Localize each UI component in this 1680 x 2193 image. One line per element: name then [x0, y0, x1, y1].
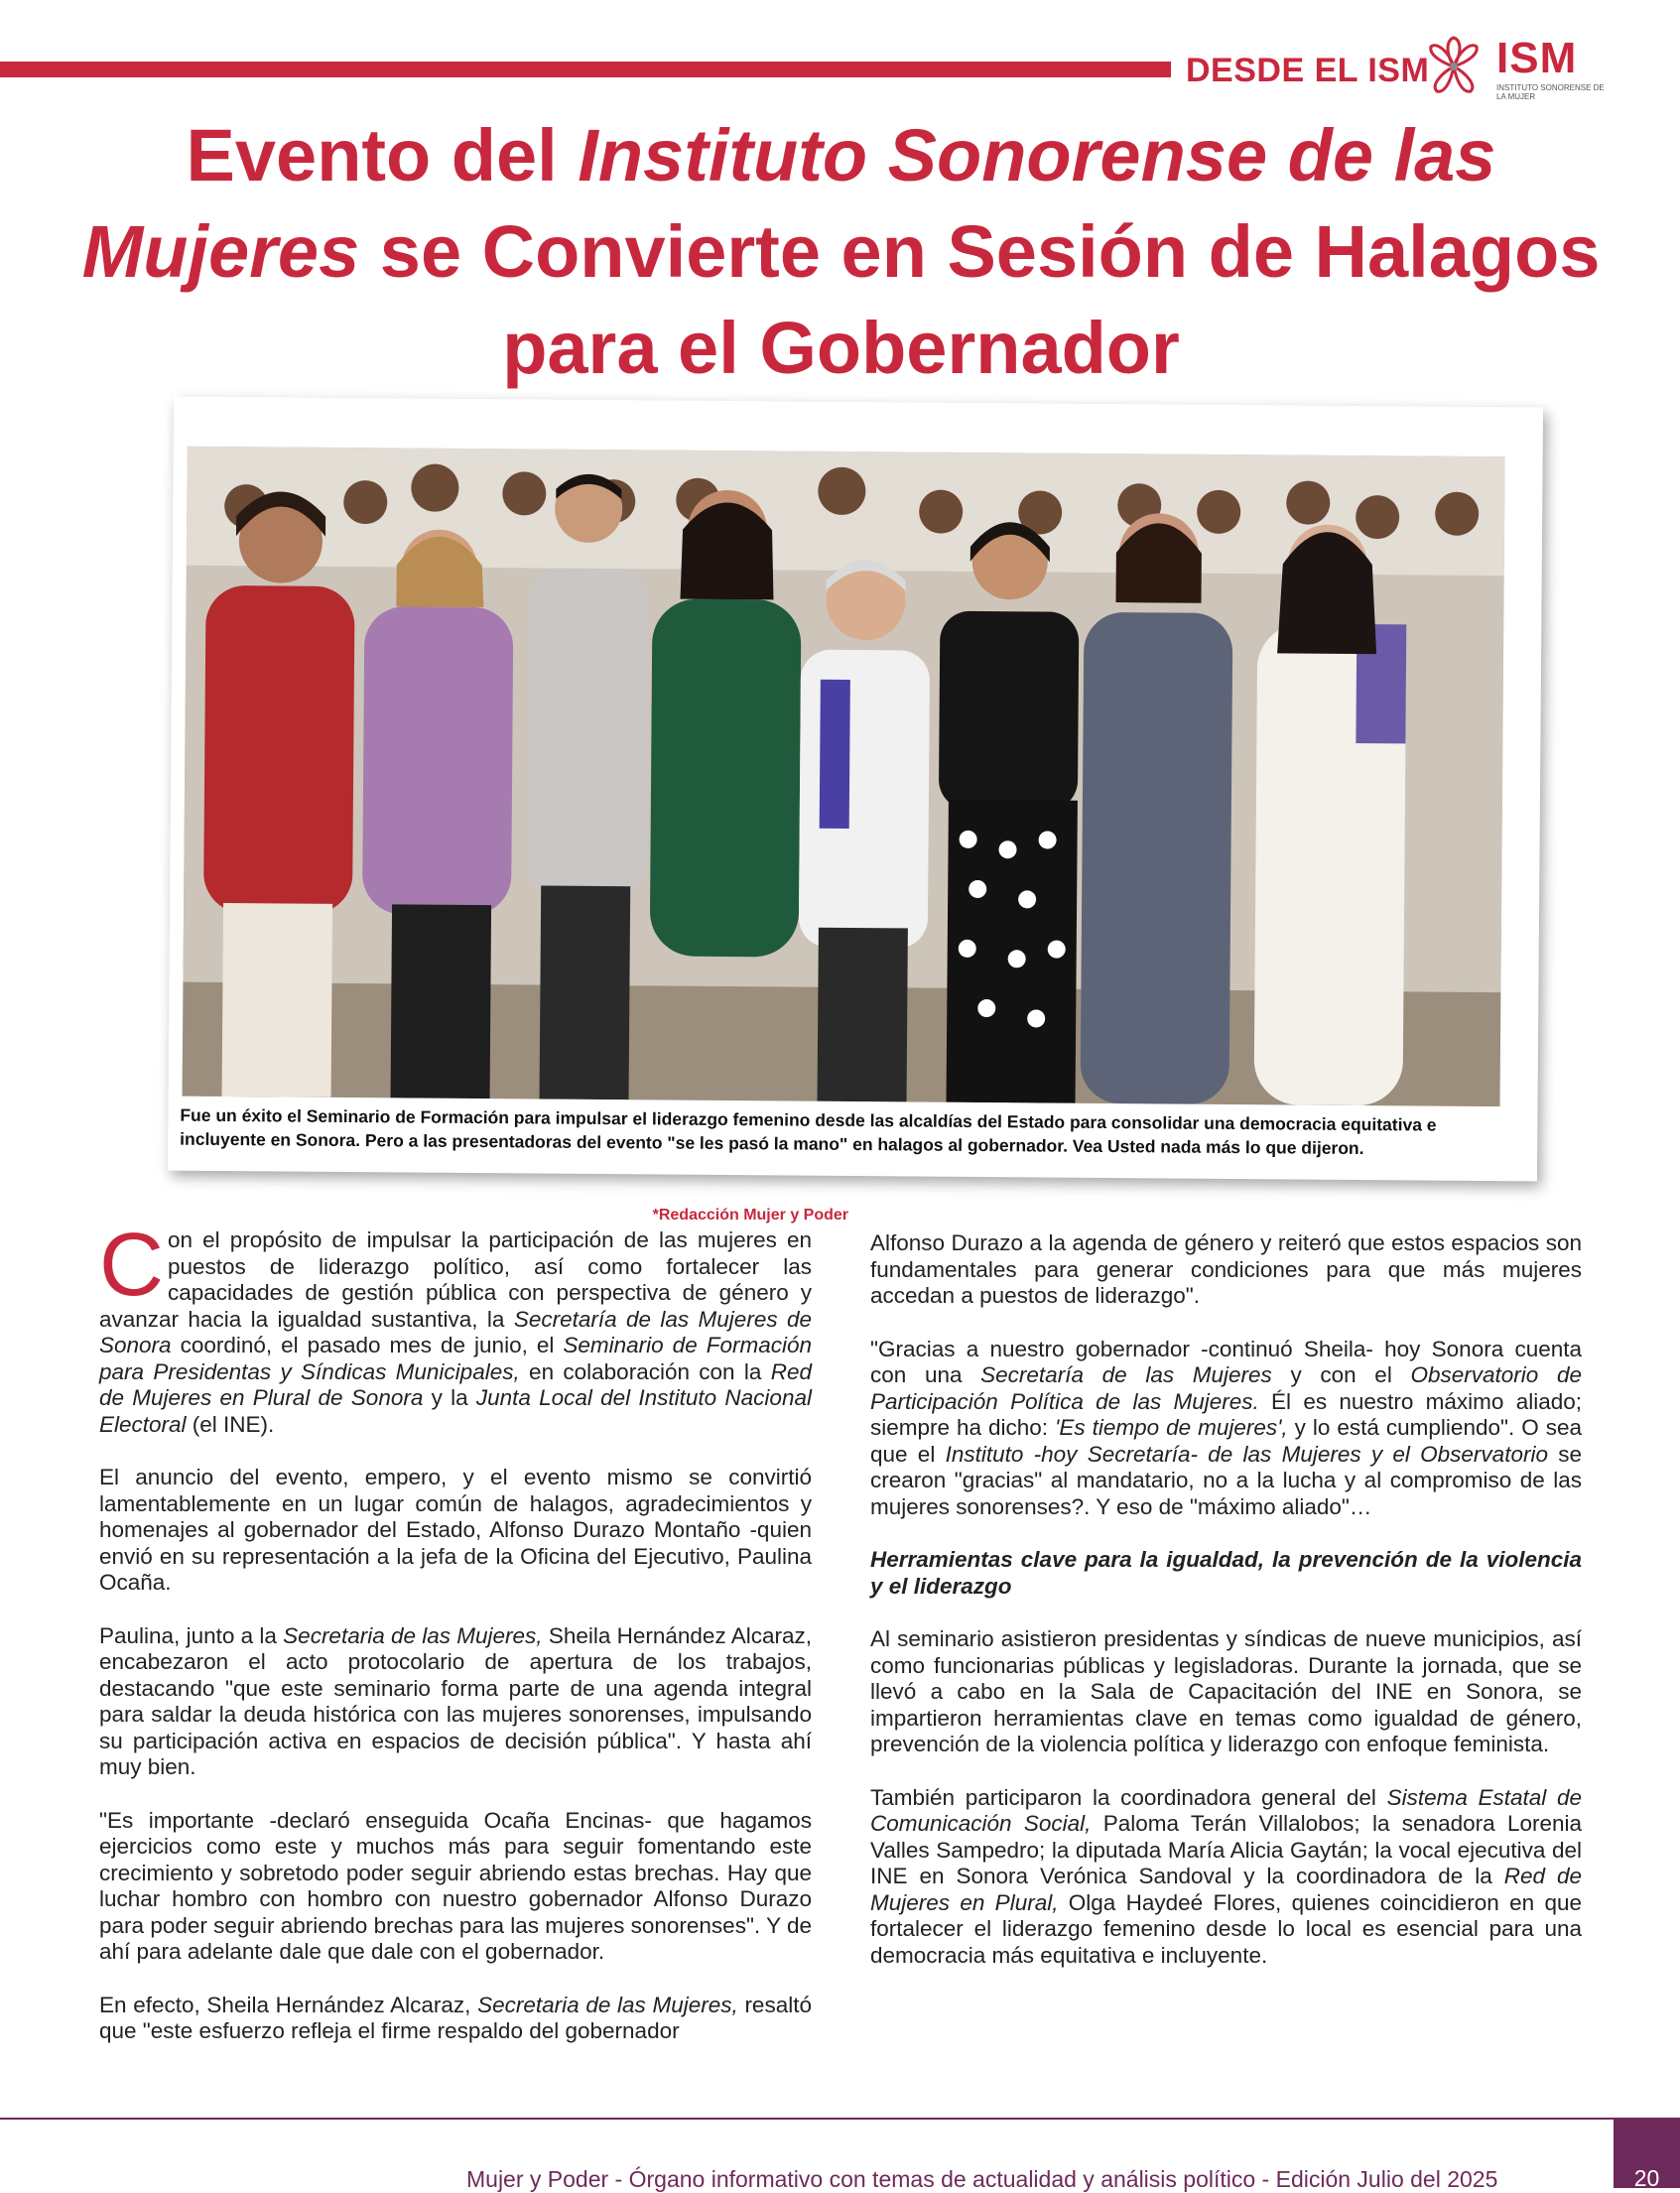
footer-rule [0, 2118, 1614, 2120]
paragraph-8: Al seminario asistieron presidentas y síndicas de nueve municipios, así como funcionarias públicas y legisladoras. Durante la jornada, que se llevó a cabo en la Sala de Capacitación del INE en Sonora, se impartieron herramientas clave en temas como igualdad de género, prevención de la violencia política y liderazgo con enfoque feminista. [870, 1626, 1582, 1756]
paragraph-9: También participaron la coordinadora general del Sistema Estatal de Comunicación Social, Paloma Terán Villalobos; la senadora Lorenia Valles Sampedro; la diputada María Alicia Gaytán; la vocal ejecutiva del INE en Sonora Verónica Sandoval y la coordinadora de la Red de Mujeres en Plural, Olga Haydeé Flores, quienes coincidieron en que fortalecer el liderazgo femenino desde lo local es esencial para una democracia más equitativa e incluyente. [870, 1784, 1583, 1968]
ism-logo [1409, 28, 1608, 107]
photo-caption: Fue un éxito el Seminario de Formación para impulsar el liderazgo femenino desde las alcaldías del Estado para consolidar una democracia equitativa e incluyente en Sonora. Pero a las presentadoras del evento "se les pasó la mano" en halagos al gobernador. Vea Usted nada más lo que dijeron. [180, 1104, 1437, 1159]
paragraph-5: En efecto, Sheila Hernández Alcaraz, Secretaria de las Mujeres, resaltó que "este esfuerzo refleja el firme respaldo del gobernador [99, 1992, 812, 2043]
article-column-left [99, 1216, 813, 2072]
flower-logo-icon [1417, 34, 1490, 99]
paragraph-3: Paulina, junto a la Secretaria de las Mujeres, Sheila Hernández Alcaraz, encabezaron el acto protocolario de apertura de los trabajos, destacando "que este seminario forma parte de una agenda integral para saldar la deuda histórica con las mujeres sonorenses, impulsando su participación activa en espacios de decisión pública". Y hasta ahí muy bien. [99, 1622, 812, 1779]
article-headline: Evento del Instituto Sonorense de las Mujeres se Convierte en Sesión de Halagos para el Gobernador [81, 114, 1601, 389]
paragraph-4: "Es importante -declaró enseguida Ocaña Encinas- que hagamos ejercicios como este y muchos más para seguir fomentando este crecimiento y sobretodo poder seguir abriendo estas brechas. Hay que luchar hombro con hombro con nuestro gobernador Alfonso Durazo para poder seguir abriendo brechas para las mujeres sonorenses". Y de ahí para adelante dale que dale con el gobernador. [99, 1807, 812, 1964]
byline: *Redacción Mujer y Poder [652, 1207, 848, 1224]
paragraph-6: Alfonso Durazo a la agenda de género y reiteró que estos espacios son fundamentales para generar condiciones para que más mujeres accedan a puestos de liderazgo". [870, 1230, 1582, 1308]
section-subheading: Herramientas clave para la igualdad, la prevención de la violencia y el liderazgo [870, 1547, 1582, 1599]
paragraph-7: "Gracias a nuestro gobernador -continuó Sheila- hoy Sonora cuenta con una Secretaría de las Mujeres y con el Observatorio de Participación Política de las Mujeres. Él es nuestro máximo aliado; siempre ha dicho: 'Es tiempo de mujeres', y lo está cumpliendo". O sea que el Instituto -hoy Secretaría- de las Mujeres y el Observatorio se crearon "gracias" al mandatario, no a la lucha y al compromiso de las mujeres sonorenses?. Y eso de "máximo aliado"… [870, 1336, 1583, 1519]
photo-card [168, 397, 1543, 1182]
footer-text: Mujer y Poder - Órgano informativo con temas de actualidad y análisis político - Edición Julio del 2025 [466, 2166, 1498, 2192]
paragraph-2: El anuncio del evento, empero, y el evento mismo se convirtió lamentablemente en un lugar común de halagos, agradecimientos y homenajes al gobernador del Estado, Alfonso Durazo Montaño -quien envió en su representación a la jefa de la Oficina del Ejecutivo, Paulina Ocaña. [99, 1465, 812, 1595]
drop-cap: C [99, 1216, 164, 1315]
header-band [0, 62, 1171, 77]
paragraph-1: Con el propósito de impulsar la participación de las mujeres en puestos de liderazgo político, así como fortalecer las capacidades de gestión pública con perspectiva de género y avanzar hacia la igualdad sustantiva, la Secretaría de las Mujeres de Sonora coordinó, el pasado mes de junio, el Seminario de Formación para Presidentas y Síndicas Municipales, en colaboración con la Red de Mujeres en Plural de Sonora y la Junta Local del Instituto Nacional Electoral (el INE). [99, 1216, 813, 1437]
logo-wordmark: ISM [1496, 34, 1578, 82]
group-photo-illustration [183, 447, 1505, 1106]
page-number: 20 [1633, 2165, 1660, 2191]
group-photo [183, 447, 1505, 1106]
section-label: DESDE EL ISM [1186, 52, 1430, 89]
article-column-right [870, 1230, 1582, 1996]
logo-subtitle: INSTITUTO SONORENSE DE LA MUJER [1496, 83, 1605, 101]
